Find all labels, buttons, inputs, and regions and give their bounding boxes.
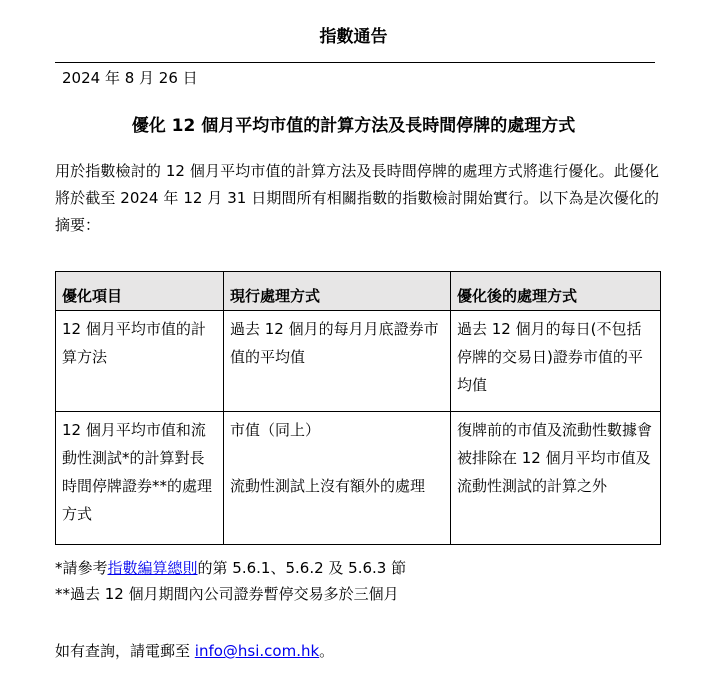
row1-current-cell: 過去 12 個月的每月月底證券市值的平均值 (224, 311, 451, 412)
row2-current-cell (224, 412, 451, 545)
notice-date: 2024 年 8 月 26 日 (62, 69, 198, 87)
row2-current-market-cap: 市值（同上） (230, 421, 321, 439)
header-divider (55, 62, 655, 63)
index-methodology-link[interactable]: 指數編算總則 (107, 559, 198, 577)
footnote-reference (55, 558, 406, 578)
row2-optimized-cell: 復牌前的市值及流動性數據會被排除在 12 個月平均市值及流動性測試的計算之外 (451, 412, 661, 545)
header-current-treatment: 現行處理方式 (224, 272, 451, 311)
table-header-row (56, 272, 661, 311)
row1-optimized-cell: 過去 12 個月的每日(不包括停牌的交易日)證券市值的平均值 (451, 311, 661, 412)
header-optimized-treatment: 優化後的處理方式 (451, 272, 661, 311)
contact-suffix: 。 (319, 642, 335, 660)
row2-current-liquidity: 流動性測試上沒有額外的處理 (230, 477, 426, 495)
footnote-reference-suffix: 的第 5.6.1、5.6.2 及 5.6.3 節 (197, 559, 407, 577)
footnote-reference-prefix: *請參考 (55, 559, 108, 577)
notice-headline: 優化 12 個月平均市值的計算方法及長時間停牌的處理方式 (131, 116, 576, 136)
table-row (56, 311, 661, 412)
header-optimization-item: 優化項目 (56, 272, 224, 311)
notice-title: 指數通告 (319, 27, 388, 47)
contact-line (55, 641, 334, 661)
row1-item-cell: 12 個月平均市值的計算方法 (56, 311, 224, 412)
row2-item-cell: 12 個月平均市值和流動性測試*的計算對長時間停牌證券**的處理方式 (56, 412, 224, 545)
cell-spacer (230, 444, 444, 472)
contact-prefix: 如有查詢，請電郵至 (55, 642, 195, 660)
footnote-suspension: **過去 12 個月期間內公司證券暫停交易多於三個月 (55, 585, 399, 603)
intro-paragraph: 用於指數檢討的 12 個月平均市值的計算方法及長時間停牌的處理方式將進行優化。此優化將於截至 2024 年 12 月 31 日期間所有相關指數的指數檢討開始實行。以下為是次優化的摘要： (55, 162, 659, 234)
table-row (56, 412, 661, 545)
contact-email-link[interactable]: info@hsi.com.hk (194, 642, 320, 660)
optimization-summary-table (55, 271, 661, 545)
